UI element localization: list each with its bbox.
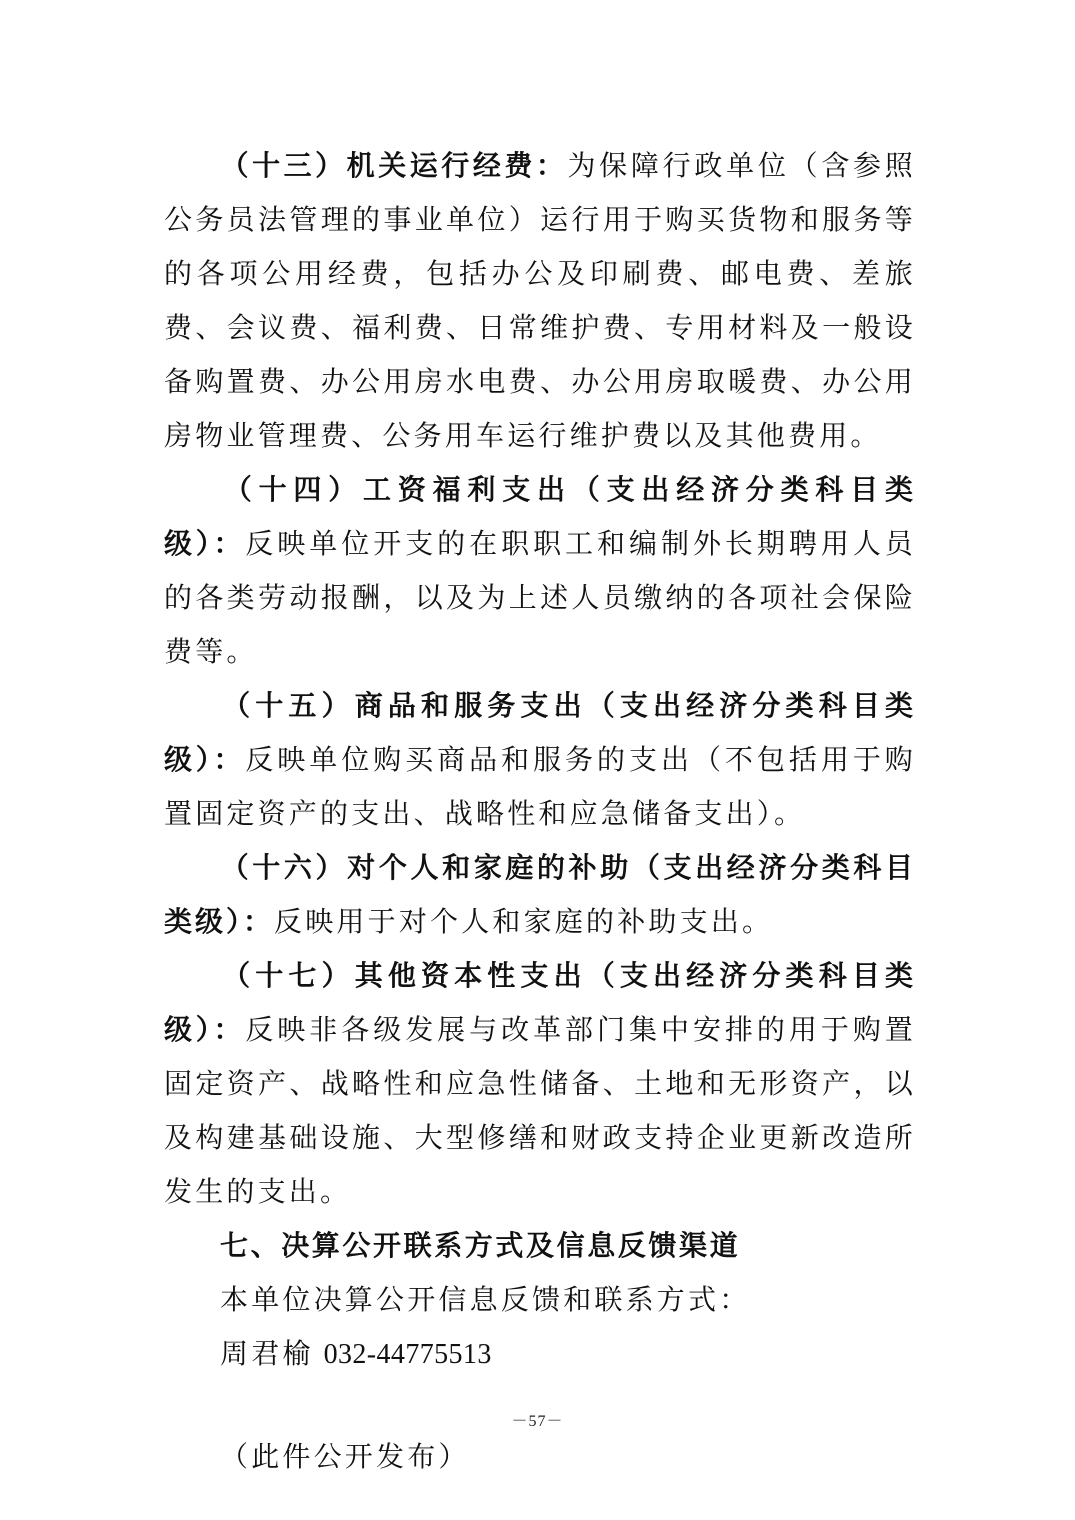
contact-phone: 032-44775513 xyxy=(323,1339,492,1370)
page-number: －57－ xyxy=(511,1413,564,1430)
release-note: （此件公开发布） xyxy=(220,1440,470,1473)
section-heading: 七、决算公开联系方式及信息反馈渠道 xyxy=(220,1229,741,1262)
paragraph-13-lead: （十三）机关运行经费： xyxy=(220,149,568,182)
paragraph-16 xyxy=(164,841,916,949)
paragraph-15-lead: （十五）商品和服务支出（支出经济分类科目类级）： xyxy=(164,689,916,776)
paragraph-13 xyxy=(164,139,916,463)
paragraph-14-body: 反映单位开支的在职职工和编制外长期聘用人员的各类劳动报酬，以及为上述人员缴纳的各项社会保险费等。 xyxy=(164,527,916,668)
document-body xyxy=(164,139,916,1484)
paragraph-15-body: 反映单位购买商品和服务的支出（不包括用于购置固定资产的支出、战略性和应急储备支出）。 xyxy=(164,743,916,830)
contact-intro: 本单位决算公开信息反馈和联系方式： xyxy=(220,1283,751,1316)
paragraph-17 xyxy=(164,949,916,1219)
paragraph-17-lead: （十七）其他资本性支出（支出经济分类科目类级）： xyxy=(164,959,916,1046)
paragraph-16-lead: （十六）对个人和家庭的补助（支出经济分类科目类级）： xyxy=(164,851,916,938)
paragraph-15 xyxy=(164,679,916,841)
paragraph-14-lead: （十四）工资福利支出（支出经济分类科目类级）： xyxy=(164,473,916,560)
paragraph-16-body: 反映用于对个人和家庭的补助支出。 xyxy=(274,905,774,938)
paragraph-17-body: 反映非各级发展与改革部门集中安排的用于购置固定资产、战略性和应急性储备、土地和无形资产，以及构建基础设施、大型修缮和财政支持企业更新改造所发生的支出。 xyxy=(164,1013,916,1208)
contact-name: 周君榆 xyxy=(220,1337,314,1370)
contact-line xyxy=(164,1327,916,1382)
paragraph-14 xyxy=(164,463,916,679)
paragraph-13-body: 为保障行政单位（含参照公务员法管理的事业单位）运行用于购买货物和服务等的各项公用经费，包括办公及印刷费、邮电费、差旅费、会议费、福利费、日常维护费、专用材料及一般设备购置费、办公用房水电费、办公用房取暖费、办公用房物业管理费、公务用车运行维护费以及其他费用。 xyxy=(164,149,916,452)
